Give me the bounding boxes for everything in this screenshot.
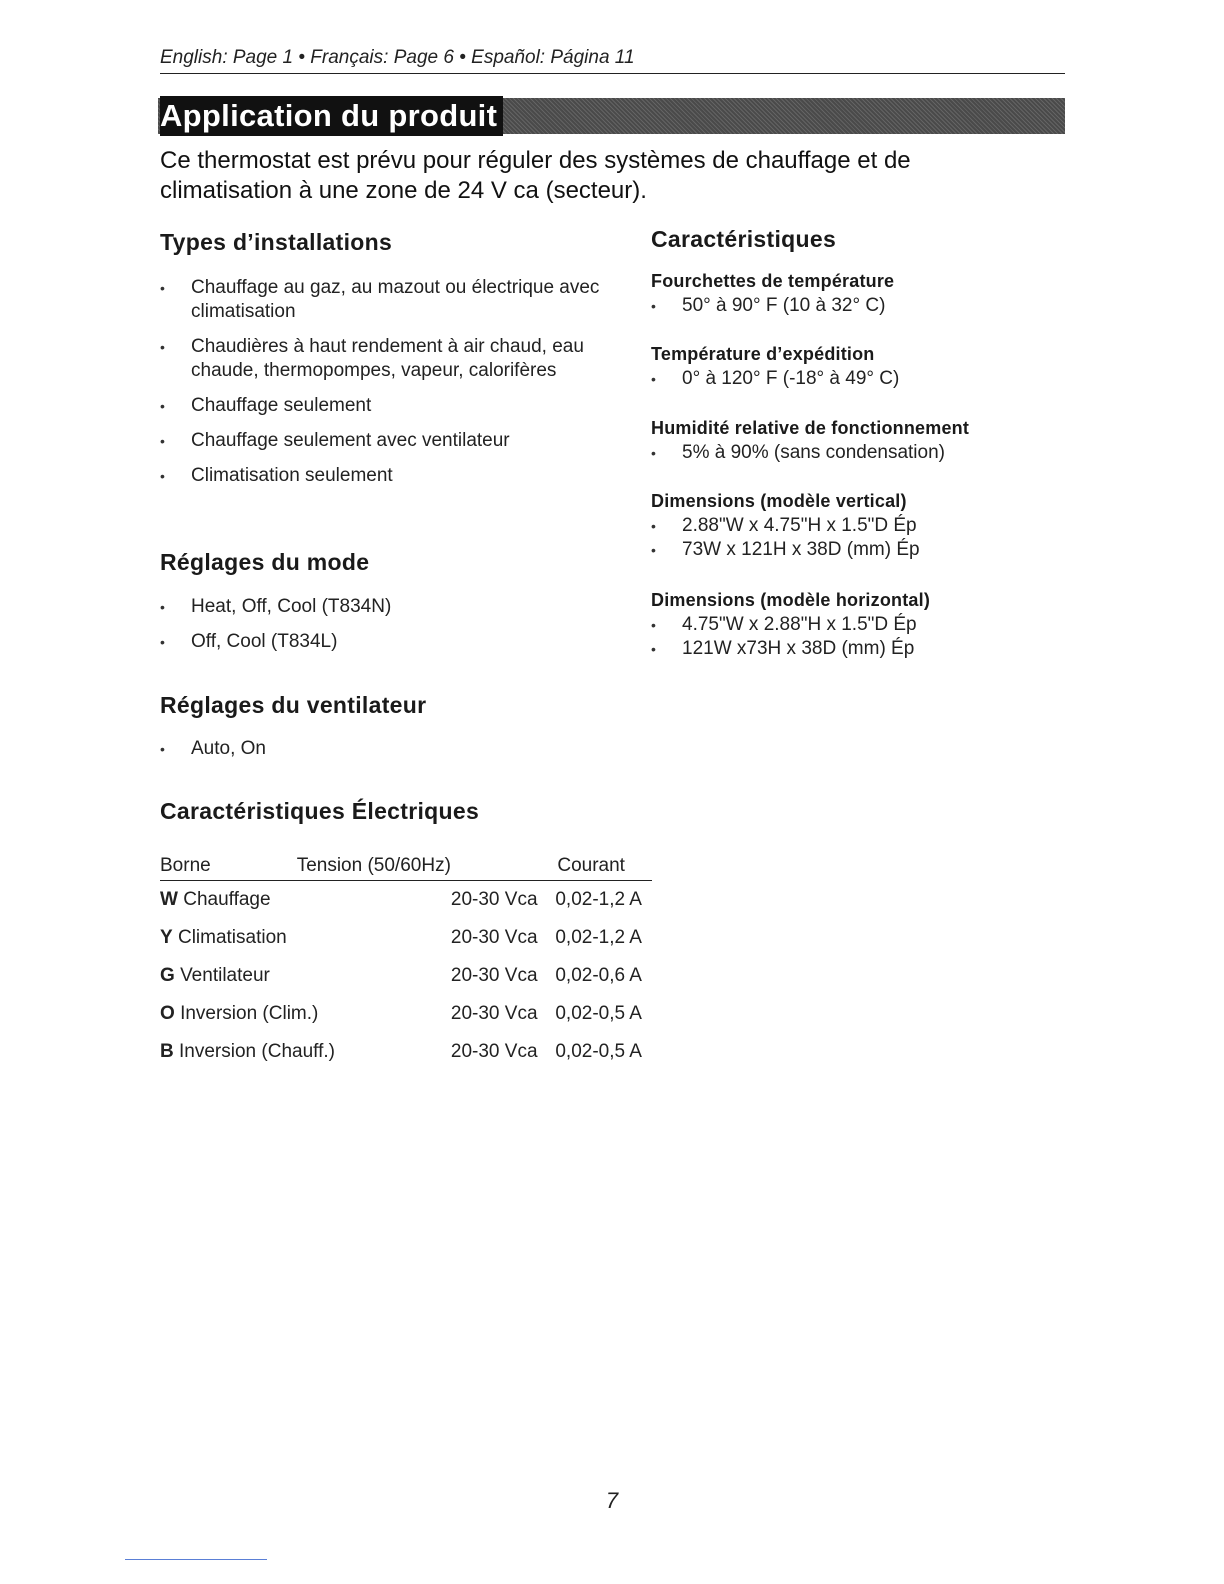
current-cell: 0,02-0,6 A — [555, 965, 642, 986]
mode-list — [160, 595, 620, 665]
spec-title: Dimensions (modèle vertical) — [651, 491, 907, 511]
spec-title: Humidité relative de fonctionnement — [651, 418, 970, 438]
list-item: • Chaudières à haut rendement à air chaud, eau chaude, thermopompes, vapeur, calorifères — [160, 335, 620, 383]
voltage-cell: 20-30 Vca — [450, 889, 538, 910]
list-item: • Chauffage seulement avec ventilateur — [160, 429, 620, 453]
column-header-terminal: Borne Tension (50/60Hz) — [160, 852, 451, 881]
page-number: 7 — [605, 1488, 619, 1513]
fan-list — [160, 737, 620, 772]
terminal-letter: W — [160, 889, 178, 910]
intro-paragraph: Ce thermostat est prévu pour réguler des systèmes de chauffage et de climatisation à une zone de 24 V ca (secteur). — [160, 147, 911, 204]
spec-value: • 4.75"W x 2.88"H x 1.5"D Ép — [651, 613, 1061, 637]
voltage-cell: 20-30 Vca — [450, 1041, 538, 1062]
current-cell: 0,02-1,2 A — [555, 889, 642, 910]
spec-title: Fourchettes de température — [651, 271, 895, 291]
terminal-letter: O — [160, 1003, 175, 1024]
table-row — [160, 995, 652, 1033]
table-header-row — [160, 852, 652, 881]
language-page-index: English: Page 1 • Français: Page 6 • Español: Página 11 — [160, 47, 635, 68]
spec-dimensions-horizontal — [651, 590, 1061, 661]
mode-heading: Réglages du mode — [160, 549, 370, 575]
terminal-label: Inversion (Clim.) — [180, 1003, 319, 1024]
spec-dimensions-vertical — [651, 491, 1061, 562]
spec-value: • 73W x 121H x 38D (mm) Ép — [651, 538, 1061, 562]
column-header-current: Courant — [555, 852, 652, 881]
section-title-bar — [158, 98, 1065, 134]
electrical-table — [160, 852, 652, 1071]
header-divider — [160, 73, 1065, 74]
spec-value: • 2.88"W x 4.75"H x 1.5"D Ép — [651, 514, 1061, 538]
spec-title: Température d’expédition — [651, 344, 875, 364]
terminal-letter: Y — [160, 927, 173, 948]
terminal-letter: G — [160, 965, 175, 986]
terminal-label: Climatisation — [177, 927, 287, 948]
terminal-label: Ventilateur — [180, 965, 270, 986]
table-row — [160, 1033, 652, 1071]
page-title: Application du produit — [160, 96, 503, 136]
spec-value: • 50° à 90° F (10 à 32° C) — [651, 294, 1061, 318]
footer-divider — [125, 1559, 267, 1560]
voltage-cell: 20-30 Vca — [450, 927, 538, 948]
spec-value: • 0° à 120° F (-18° à 49° C) — [651, 367, 1061, 391]
spec-shipping-temperature — [651, 344, 1061, 391]
installations-heading: Types d’installations — [160, 229, 393, 255]
specifications-heading: Caractéristiques — [651, 226, 837, 252]
list-item: • Off, Cool (T834L) — [160, 630, 620, 654]
current-cell: 0,02-0,5 A — [555, 1003, 642, 1024]
spec-title: Dimensions (modèle horizontal) — [651, 590, 931, 610]
list-item: • Auto, On — [160, 737, 620, 761]
electrical-heading: Caractéristiques Électriques — [160, 798, 480, 824]
table-row — [160, 881, 652, 920]
list-item: • Chauffage seulement — [160, 394, 620, 418]
table-row — [160, 957, 652, 995]
spec-value: • 121W x73H x 38D (mm) Ép — [651, 637, 1061, 661]
installations-list — [160, 276, 620, 499]
voltage-cell: 20-30 Vca — [450, 965, 538, 986]
spec-humidity — [651, 418, 1061, 465]
list-item: • Heat, Off, Cool (T834N) — [160, 595, 620, 619]
column-header-spacer — [451, 852, 555, 881]
terminal-label: Inversion (Chauff.) — [179, 1041, 335, 1062]
table-row — [160, 919, 652, 957]
spec-temperature-range — [651, 271, 1061, 318]
current-cell: 0,02-0,5 A — [555, 1041, 642, 1062]
terminal-letter: B — [160, 1041, 174, 1062]
current-cell: 0,02-1,2 A — [555, 927, 642, 948]
spec-value: • 5% à 90% (sans condensation) — [651, 441, 1061, 465]
terminal-label: Chauffage — [183, 889, 271, 910]
list-item: • Chauffage au gaz, au mazout ou électrique avec climatisation — [160, 276, 620, 324]
list-item: • Climatisation seulement — [160, 464, 620, 488]
fan-heading: Réglages du ventilateur — [160, 692, 427, 718]
voltage-cell: 20-30 Vca — [450, 1003, 538, 1024]
